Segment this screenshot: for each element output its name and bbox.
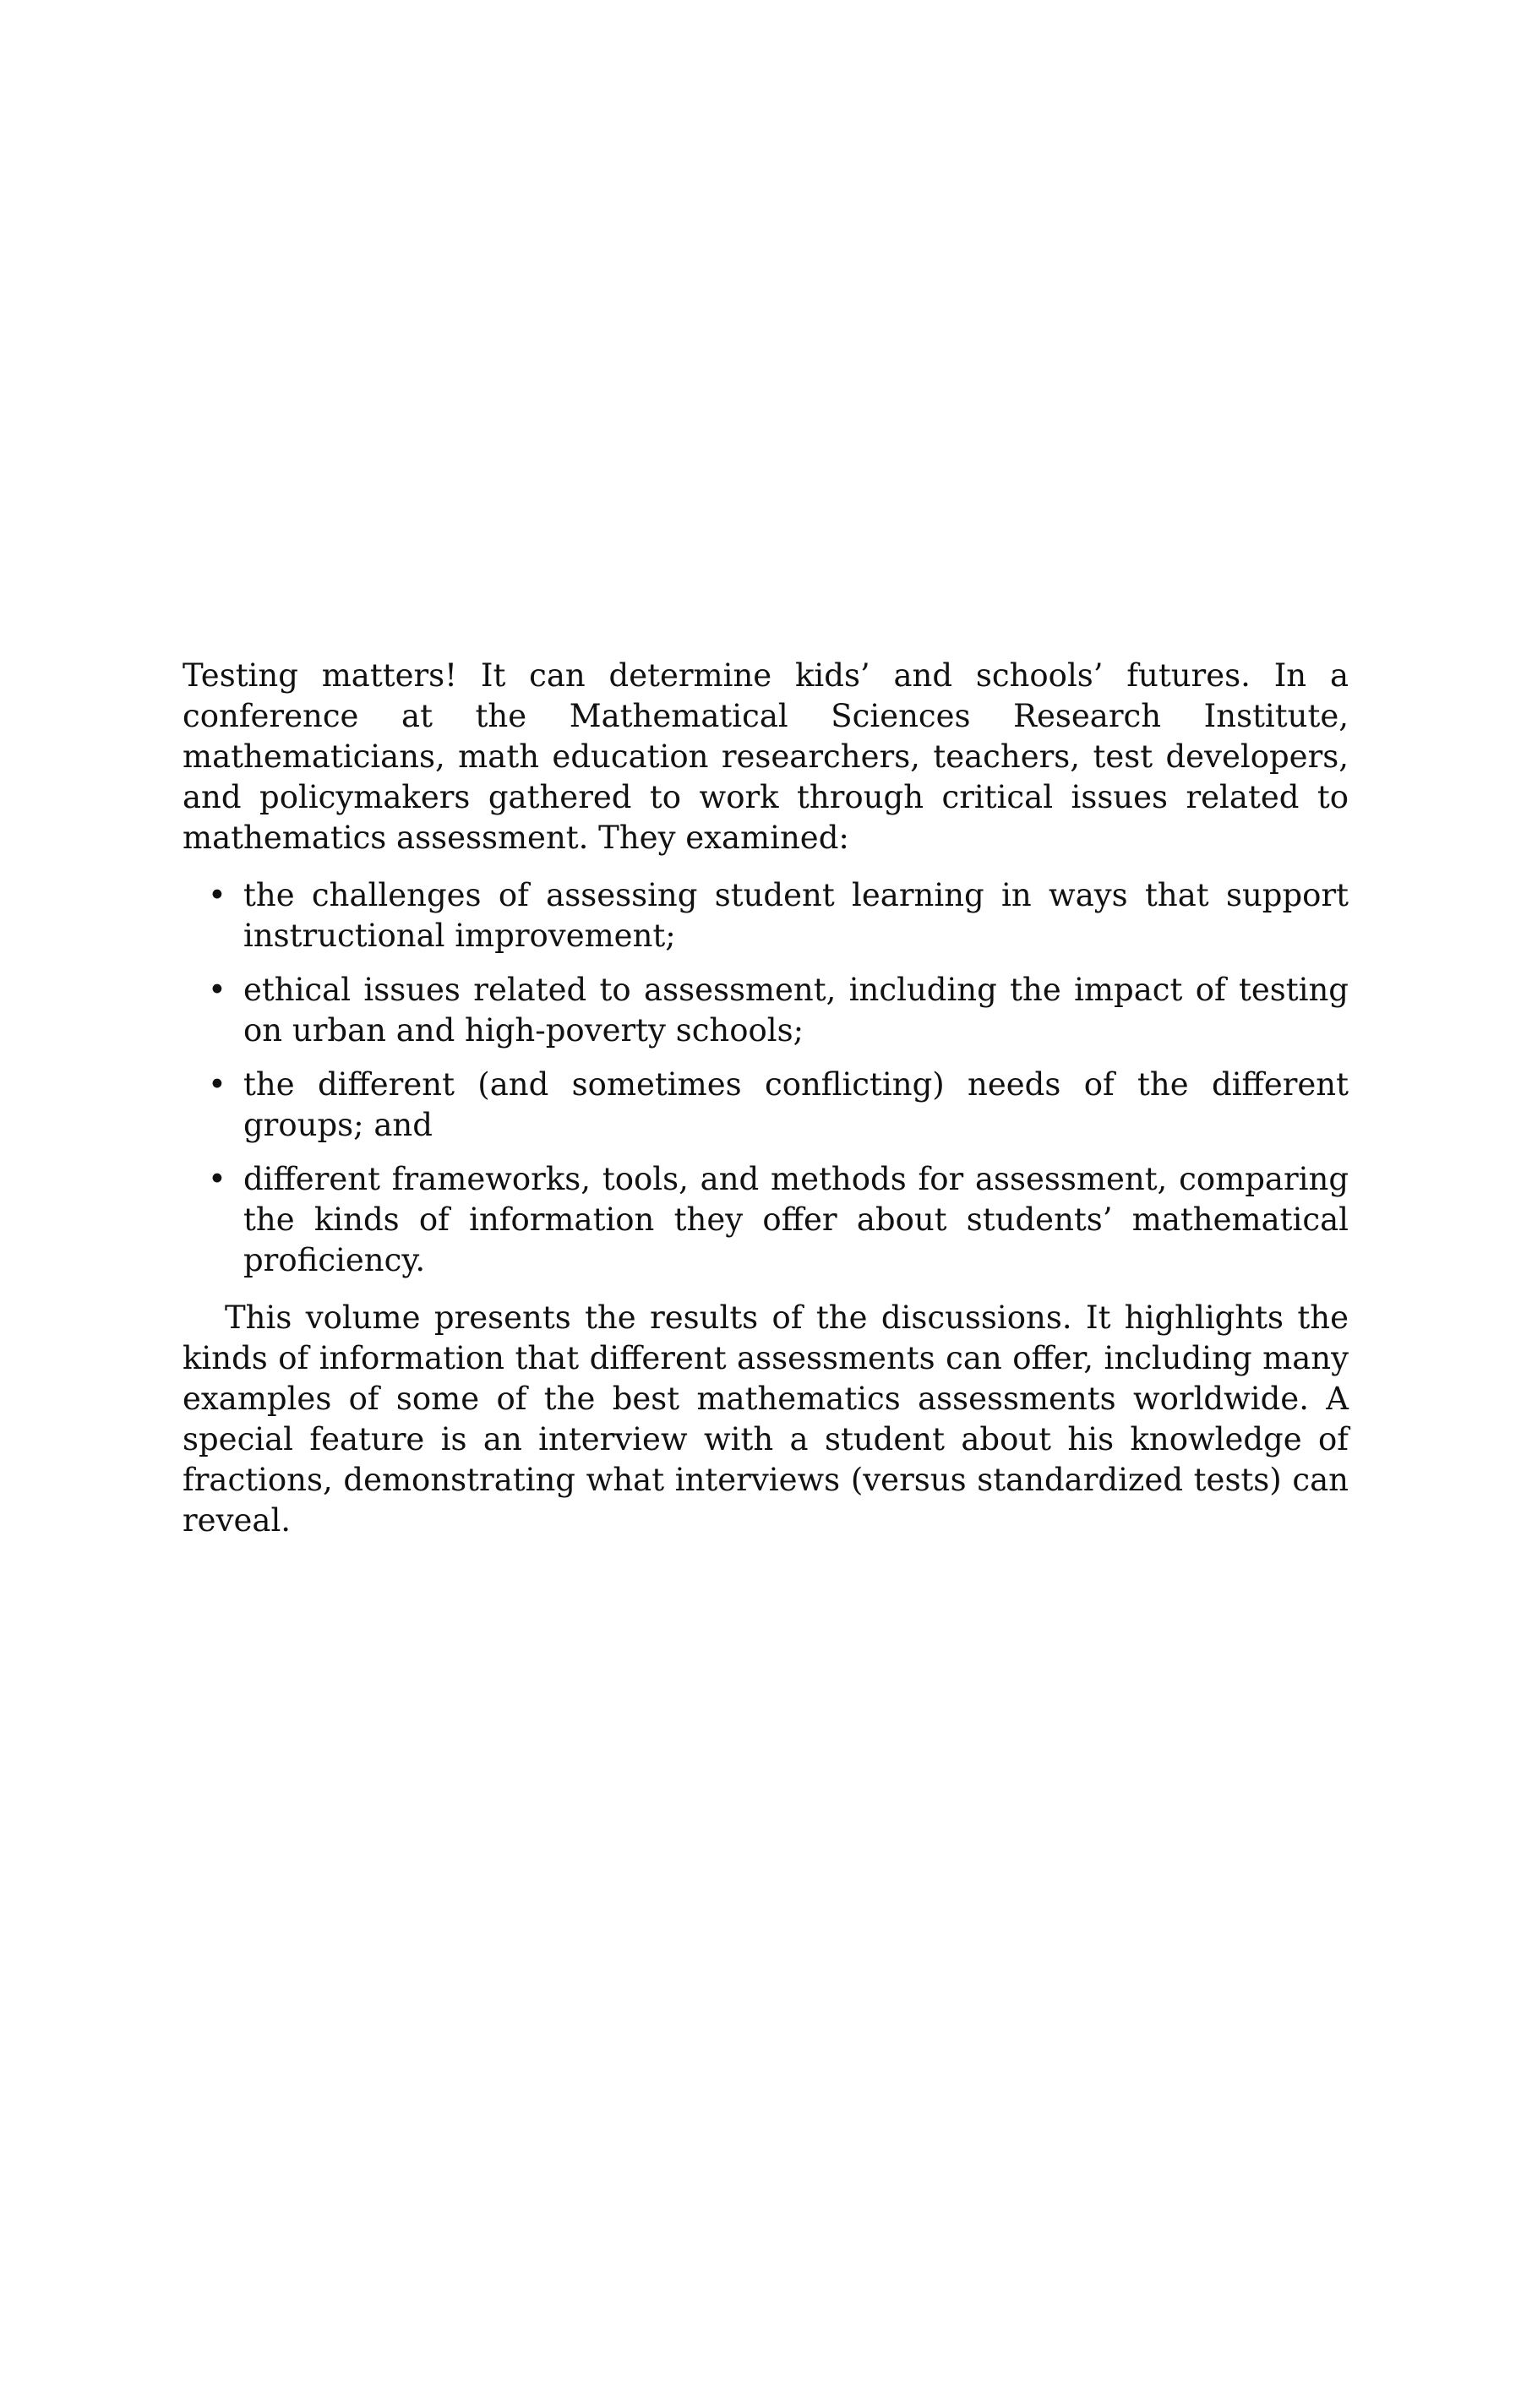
list-item-text: different frameworks, tools, and methods for assessment, comparing the kinds of information they offer about students’ mathematical proficiency. (243, 1161, 1349, 1278)
intro-paragraph: Testing matters! It can determine kids’ and schools’ futures. In a conference at the Mathematical Sciences Research Institute, mathematicians, math education researchers, teachers, test developers, and policymakers gathered to work through critical issues related to mathematics assessment. They examined: (183, 657, 1349, 856)
list-item (183, 1159, 1349, 1281)
back-cover-text (183, 656, 1349, 1541)
list-item-text: ethical issues related to assessment, including the impact of testing on urban and high-poverty schools; (243, 972, 1349, 1049)
bullet-icon: • (208, 1161, 226, 1197)
closing-paragraph: This volume presents the results of the discussions. It highlights the kinds of information that different assessments can offer, including many examples of some of the best mathematics assessments worldwide. A special feature is an interview with a student about his knowledge of fractions, demonstrating what interviews (versus standardized tests) can reveal. (183, 1299, 1349, 1539)
list-item (183, 970, 1349, 1051)
examined-topics-list (183, 875, 1349, 1281)
bullet-icon: • (208, 972, 226, 1008)
bullet-icon: • (208, 1066, 226, 1103)
list-item-text: the different (and sometimes conflicting) needs of the different groups; and (243, 1066, 1349, 1143)
list-item-text: the challenges of assessing student learning in ways that support instructional improvement; (243, 877, 1349, 954)
bullet-icon: • (208, 877, 226, 913)
list-item (183, 875, 1349, 956)
list-item (183, 1065, 1349, 1146)
